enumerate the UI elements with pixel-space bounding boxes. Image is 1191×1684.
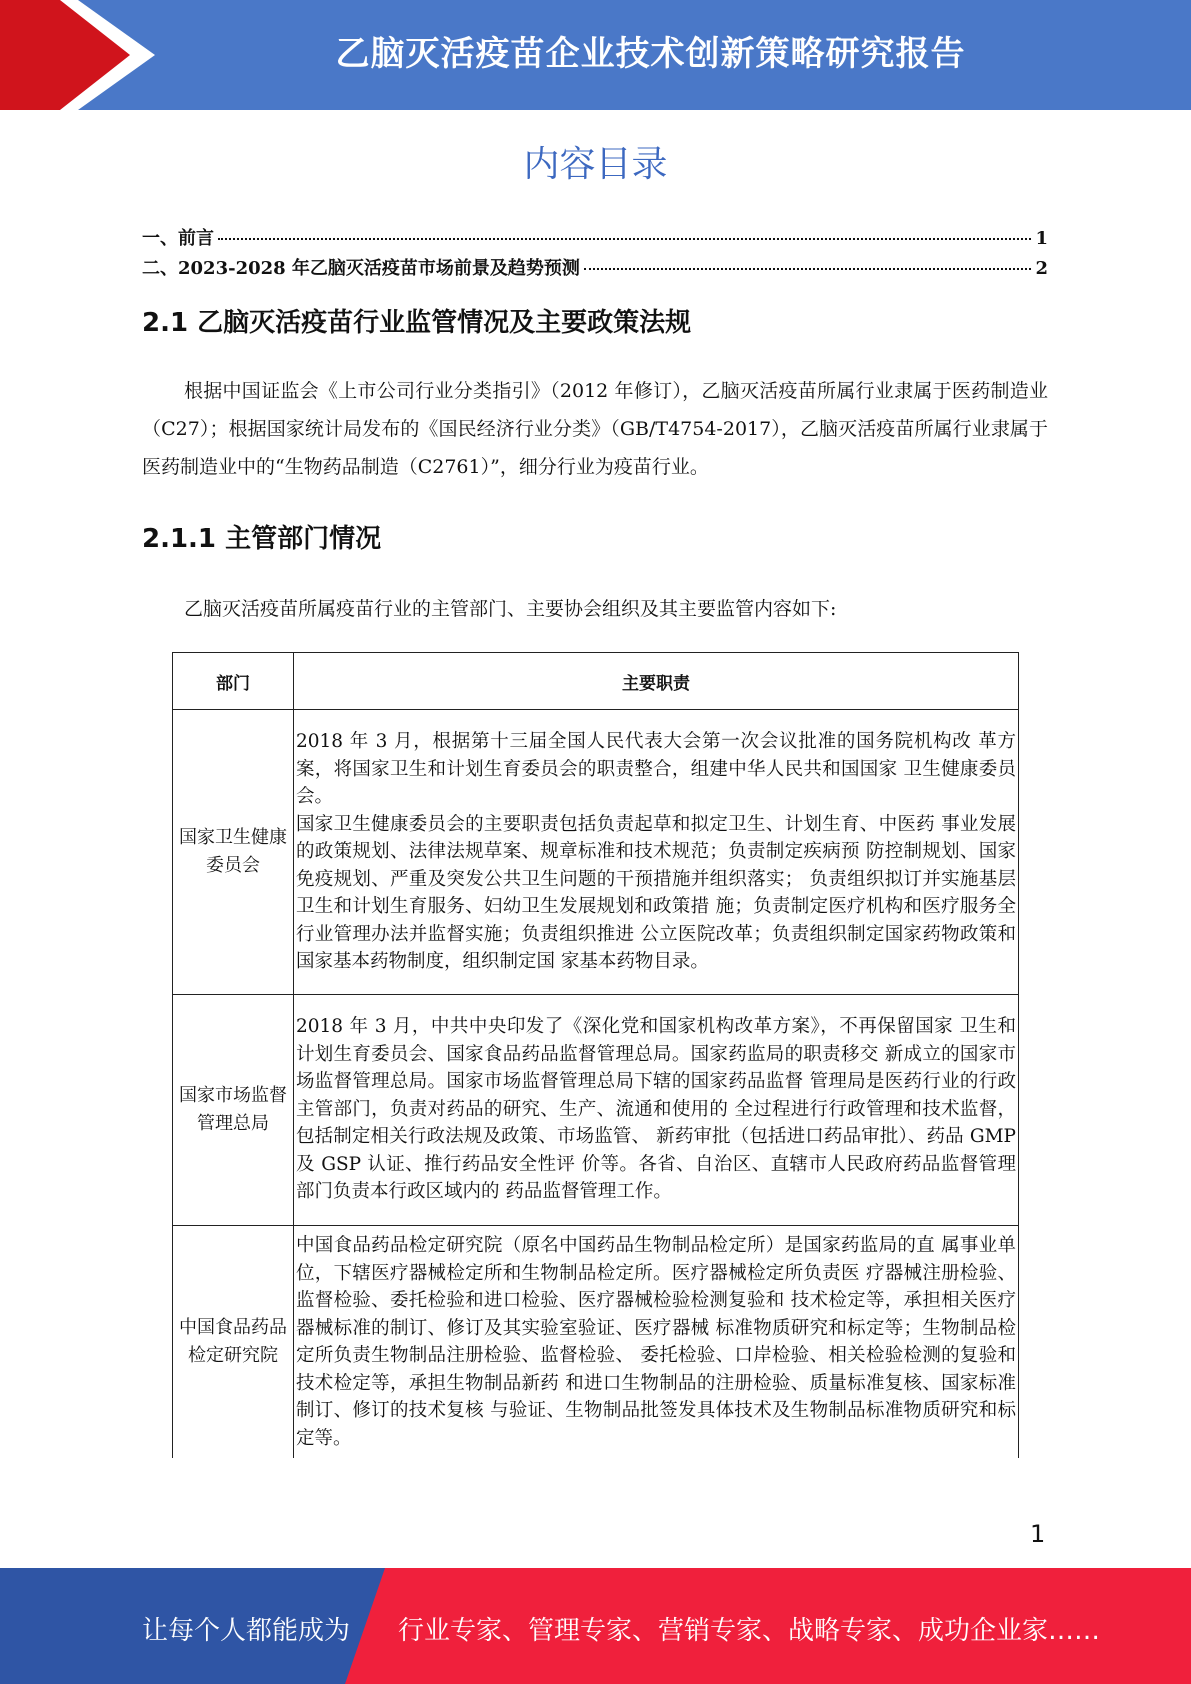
column-header-department: 部门	[173, 653, 294, 710]
department-cell: 国家卫生健康委员会	[173, 710, 294, 995]
toc-item-forecast[interactable]	[142, 254, 1048, 284]
toc-item-label: 一、前言	[142, 228, 214, 249]
toc-item-page: 2	[1035, 258, 1048, 279]
table-row	[173, 995, 1019, 1226]
table-intro-paragraph: 乙脑灭活疫苗所属疫苗行业的主管部门、主要协会组织及其主要监管内容如下:	[184, 598, 837, 620]
table-header-row	[173, 653, 1019, 710]
department-cell: 国家市场监督管理总局	[173, 995, 294, 1226]
section-paragraph: 根据中国证监会《上市公司行业分类指引》（2012 年修订），乙脑灭活疫苗所属行业隶属于医药制造业（C27）；根据国家统计局发布的《国民经济行业分类》（GB/T4754-2017），乙脑灭活疫苗所属行业隶属于医药制造业中的“生物药品制造（C2761）”，细分行业为疫苗行业。	[142, 380, 1048, 478]
page-number: 1	[1030, 1520, 1046, 1548]
table-of-contents	[142, 224, 1048, 284]
toc-item-page: 1	[1035, 228, 1048, 249]
footer-banner	[0, 1568, 1191, 1684]
duties-cell	[294, 1226, 1019, 1459]
footer-slogan-left: 让每个人都能成为	[142, 1616, 351, 1646]
department-cell: 中国食品药品检定研究院	[173, 1226, 294, 1459]
toc-item-preface[interactable]	[142, 224, 1048, 254]
duties-text: 2018 年 3 月，中共中央印发了《深化党和国家机构改革方案》，不再保留国家 卫生和计划生育委员会、国家食品药品监督管理总局。国家药监局的职责移交 新成立的国家市场监督管理总局。国家市场监督管理总局下辖的国家药品监督 管理局是医药行业的行政主管部门，负责对药品的研究、生产、流通和使用的 全过程进行行政管理和技术监督，包括制定相关行政法规及政策、市场监管、 新药审批（包括进口药品审批）、药品 GMP 及 GSP 认证、推行药品安全性评 价等。各省、自治区、直辖市人民政府药品监督管理部门负责本行政区域内的 药品监督管理工作。	[296, 1016, 1016, 1202]
toc-title: 内容目录	[523, 144, 668, 185]
department-duties-table	[172, 652, 1019, 1458]
table-row	[173, 710, 1019, 995]
duties-text: 2018 年 3 月，根据第十三届全国人民代表大会第一次会议批准的国务院机构改 革方案，将国家卫生和计划生育委员会的职责整合，组建中华人民共和国国家 卫生健康委员会。 国家卫生健康委员会的主要职责包括负责起草和拟定卫生、计划生育、中医药 事业发展的政策规划、法律法规草案、规章标准和技术规范；负责制定疾病预 防控制规划、国家免疫规划、严重及突发公共卫生问题的干预措施并组织落实； 负责组织拟订并实施基层卫生和计划生育服务、妇幼卫生发展规划和政策措 施；负责制定医疗机构和医疗服务全行业管理办法并监督实施；负责组织推进 公立医院改革；负责组织制定国家药物政策和国家基本药物制度，组织制定国 家基本药物目录。	[296, 731, 1016, 972]
duties-cell	[294, 710, 1019, 995]
header-banner	[0, 0, 1191, 110]
toc-leader-dots	[584, 268, 1032, 270]
subsection-heading: 2.1.1 主管部门情况	[142, 524, 382, 554]
section-heading: 2.1 乙脑灭活疫苗行业监管情况及主要政策法规	[142, 308, 692, 338]
footer-slogan-right: 行业专家、管理专家、营销专家、战略专家、成功企业家……	[398, 1616, 1101, 1646]
column-header-duties: 主要职责	[294, 653, 1019, 710]
toc-item-label: 二、2023-2028 年乙脑灭活疫苗市场前景及趋势预测	[142, 258, 580, 279]
report-title: 乙脑灭活疫苗企业技术创新策略研究报告	[335, 34, 966, 74]
duties-text: 中国食品药品检定研究院（原名中国药品生物制品检定所）是国家药监局的直 属事业单位，下辖医疗器械检定所和生物制品检定所。医疗器械检定所负责医 疗器械注册检验、监督检验、委托检验和进口检验、医疗器械检验检测复验和 技术检定等，承担相关医疗器械标准的制订、修订及其实验室验证、医疗器械 标准物质研究和标定等；生物制品检定所负责生物制品注册检验、监督检验、 委托检验、口岸检验、相关检验检测的复验和技术检定等，承担生物制品新药 和进口生物制品的注册检验、质量标准复核、国家标准制订、修订的技术复核 与验证、生物制品批签发具体技术及生物制品标准物质研究和标定等。	[296, 1235, 1016, 1449]
toc-leader-dots	[218, 238, 1031, 240]
duties-cell	[294, 995, 1019, 1226]
table-row	[173, 1226, 1019, 1459]
